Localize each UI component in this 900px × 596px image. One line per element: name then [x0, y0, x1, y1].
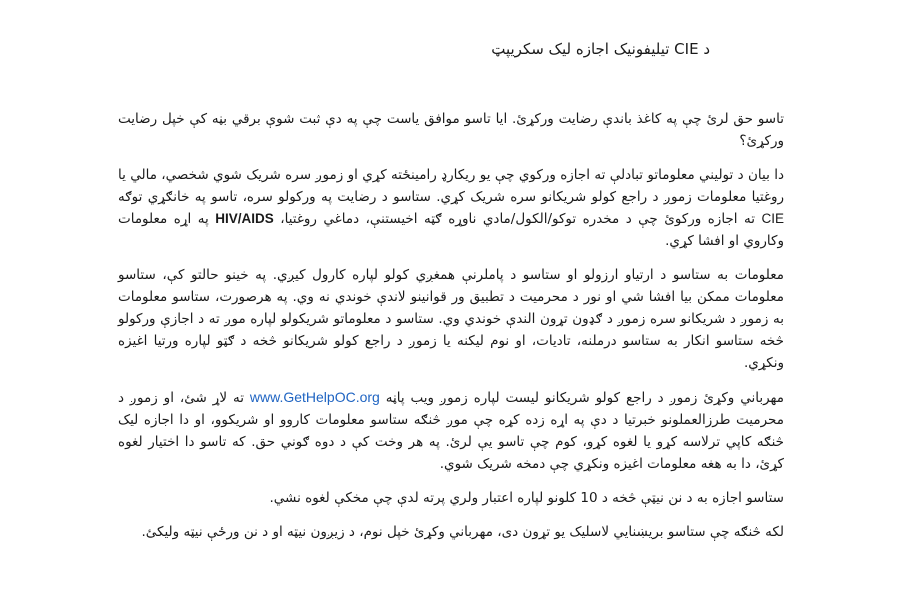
paragraph-consent-question: تاسو حق لرئ چې په کاغذ باندې رضايت ورکړئ. ايا تاسو موافق ياست چې په دې ثبت شوې برقي بڼه کې خپل رضايت ورکړئ؟ — [118, 111, 784, 149]
gethelpoc-link[interactable]: www.GetHelpOC.org — [249, 389, 380, 405]
paragraph-information-sharing — [118, 164, 784, 252]
cie-term: CIE — [761, 211, 785, 226]
paragraph-privacy-protection: معلومات به ستاسو د ارتياو ارزولو او ستاسو د پاملرنې همغږي کولو لپاره کارول کيږي. په خينو حالتو کې، ستاسو معلومات ممکن بيا افشا شي او نور د محرميت د تطبيق ور قوانينو لاندې خوندي نه وي. په هرصورت، ستاسو معلومات به زموږ د شريکانو سره زموږ د ګډون تړون الندې خوندي وي. ستاسو د معلوماتو شريکولو لپاره موږ ته د اجازې ورکولو څخه ستاسو انکار به ستاسو درملنه، تاديات، او نوم ليکنه يا زموږ د راجع کولو شريکانو څخه د ګټو لپاره ورتيا اغيزه ونکړي. — [118, 267, 784, 371]
paragraph-partners-website-text-1: مهرباني وکړئ زموږ د راجع کولو شريکانو ليست لپاره زموږ ويب پاڼه — [385, 390, 784, 406]
paragraph-partners-website-text-2: ته لاړ شئ، او زموږ د محرميت طرزالعملونو خبرتيا د دې په اړه زده کړه چې موږ څنګه ستاسو معلومات کاروو او شريکوو، او دا اجازه ليک څنګه کاپي ترلاسه کړو يا لغوه کړو، کوم چې تاسو يې لرئ. په هر وخت کې د دوه ګوني حق. که تاسو دا اختيار لغوه کړئ، دا به هغه معلومات اغيزه ونکړي چې دمخه شريک شوي. — [118, 390, 784, 472]
paragraph-information-sharing-text-2: ته اجازه ورکوئ چې د مخدره توکو/الکول/مادي ناوړه ګټه اخيستنې، دماغي روغتيا، — [280, 211, 756, 227]
paragraph-electronic-signature: لکه څنګه چې ستاسو بريښنايي لاسليک يو تړون دی، مهرباني وکړئ خپل نوم، د زيږون نيټه او د نن ورځې نيټه وليکئ. — [141, 524, 784, 540]
hiv-aids-term: HIV/AIDS — [215, 211, 274, 226]
paragraph-validity-period: ستاسو اجازه به د نن نيټې څخه د 10 کلونو لپاره اعتبار ولري پرته لدې چې مخکې لغوه نشي. — [269, 490, 784, 506]
document-title: د CIE تيليفونيک اجازه ليک سکريپټ — [491, 40, 710, 58]
paragraph-information-sharing-text-1: دا بيان د توليني معلوماتو تبادلې ته اجازه ورکوي چې يو ريکارډ رامينځته کړي او زموږ سره شريک شوي شخصي، مالي يا روغتيا معلومات زموږ د راجع کولو شريکانو سره شريک کړي. ستاسو د رضايت په ورکولو سره، تاسو په خانګړي توګه — [118, 167, 784, 205]
document-body — [118, 108, 784, 555]
paragraph-information-sharing-text-3: په اړه معلومات وکاروي او افشا کړي. — [118, 211, 784, 249]
paragraph-partners-website — [118, 386, 784, 475]
